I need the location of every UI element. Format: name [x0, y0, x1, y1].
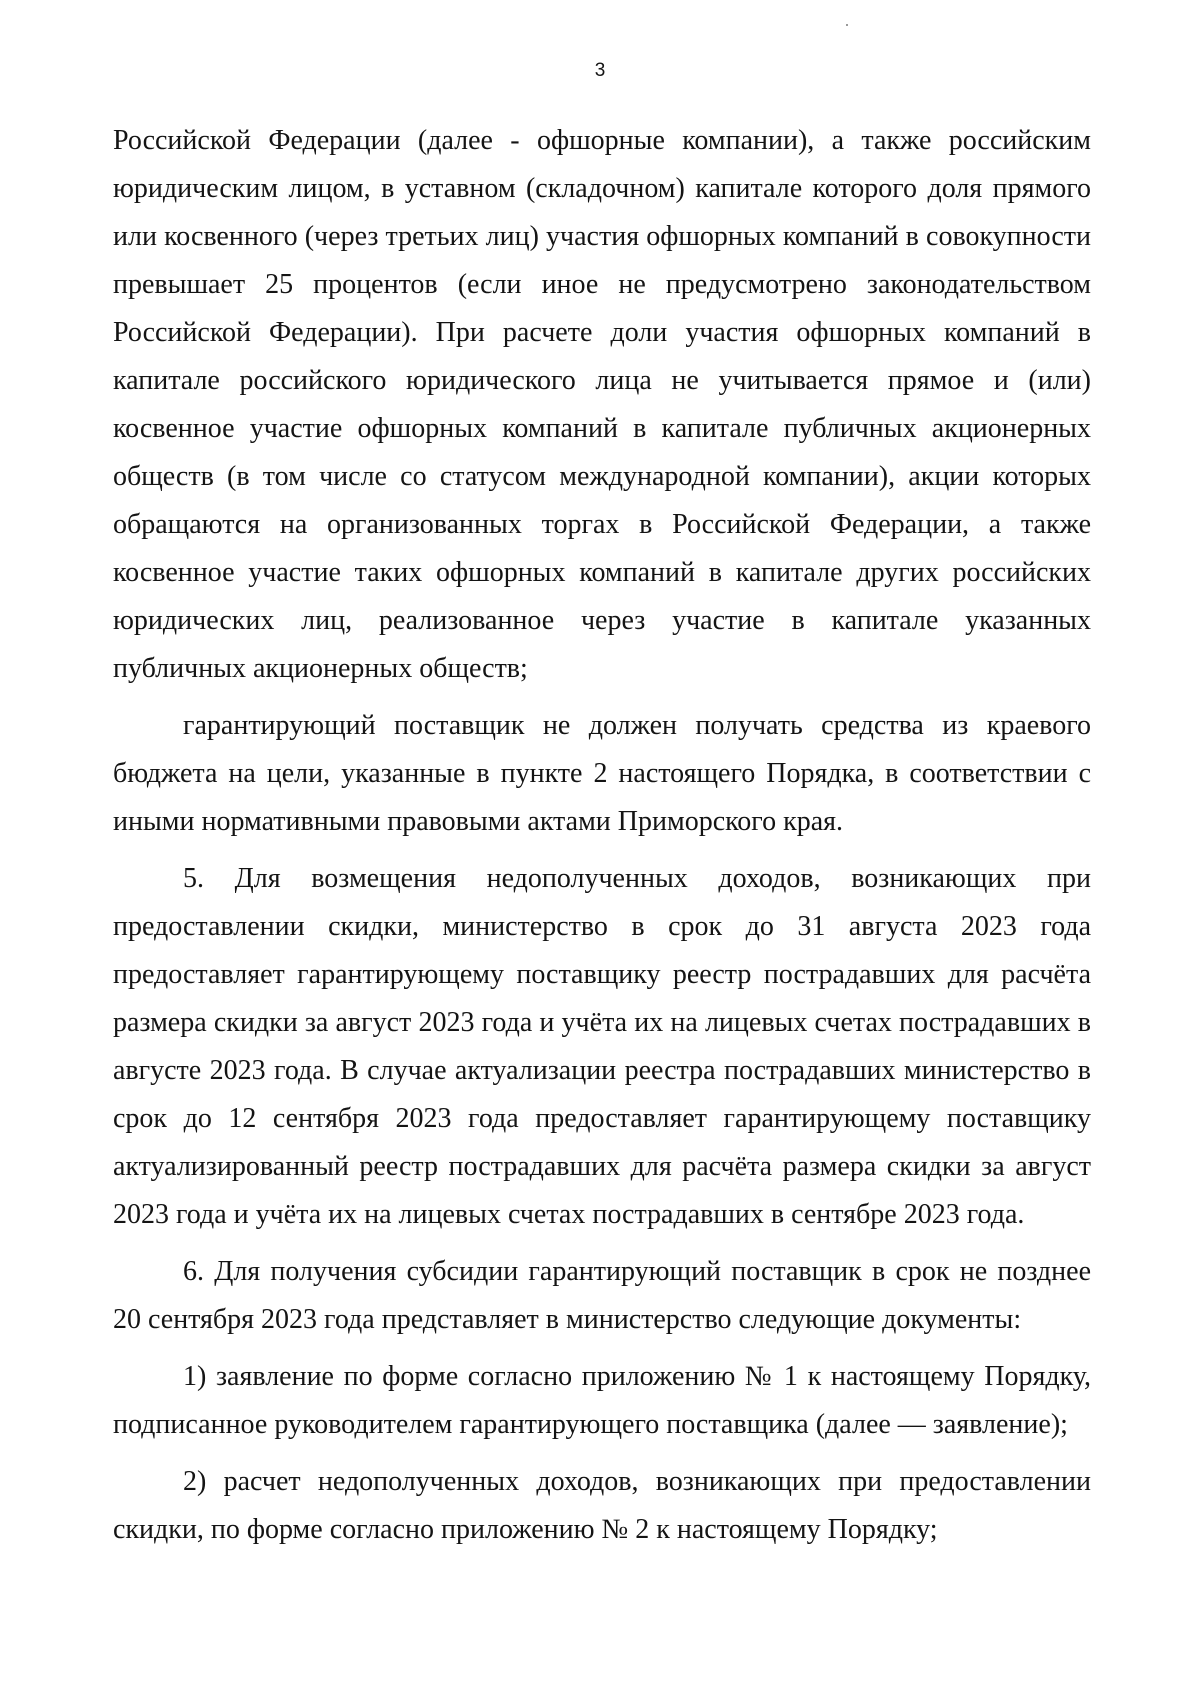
- paragraph-no-other-budget-funds: гарантирующий поставщик не должен получать средства из краевого бюджета на цели, указанные в пункте 2 настоящего Порядка, в соответствии с иными нормативными правовыми актами Приморского края.: [113, 710, 1091, 837]
- paragraph-clause-6: 6. Для получения субсидии гарантирующий поставщик в срок не позднее 20 сентября 2023 года представляет в министерство следующие документы:: [113, 1256, 1091, 1335]
- list-item-clause-6-2: 2) расчет недополученных доходов, возникающих при предоставлении скидки, по форме согласно приложению № 2 к настоящему Порядку;: [113, 1466, 1091, 1545]
- paragraph-offshore-definition: Российской Федерации (далее - офшорные компании), а также российским юридическим лицом, в уставном (складочном) капитале которого доля прямого или косвенного (через третьих лиц) участия офшорных компаний в совокупности превышает 25 процентов (если иное не предусмотрено законодательством Российской Федерации). При расчете доли участия офшорных компаний в капитале российского юридического лица не учитывается прямое и (или) косвенное участие офшорных компаний в капитале публичных акционерных обществ (в том числе со статусом международной компании), акции которых обращаются на организованных торгах в Российской Федерации, а также косвенное участие таких офшорных компаний в капитале других российских юридических лиц, реализованное через участие в капитале указанных публичных акционерных обществ;: [113, 125, 1091, 684]
- page-number: 3: [594, 60, 606, 81]
- list-item-clause-6-1: 1) заявление по форме согласно приложению № 1 к настоящему Порядку, подписанное руководителем гарантирующего поставщика (далее — заявление);: [113, 1361, 1091, 1440]
- paragraph-clause-5: 5. Для возмещения недополученных доходов, возникающих при предоставлении скидки, министерство в срок до 31 августа 2023 года предоставляет гарантирующему поставщику реестр пострадавших для расчёта размера скидки за август 2023 года и учёта их на лицевых счетах пострадавших в августе 2023 года. В случае актуализации реестра пострадавших министерство в срок до 12 сентября 2023 года предоставляет гарантирующему поставщику актуализированный реестр пострадавших для расчёта размера скидки за август 2023 года и учёта их на лицевых счетах пострадавших в сентябре 2023 года.: [113, 863, 1091, 1230]
- document-body: [113, 117, 1091, 1554]
- scan-speck: [846, 24, 848, 26]
